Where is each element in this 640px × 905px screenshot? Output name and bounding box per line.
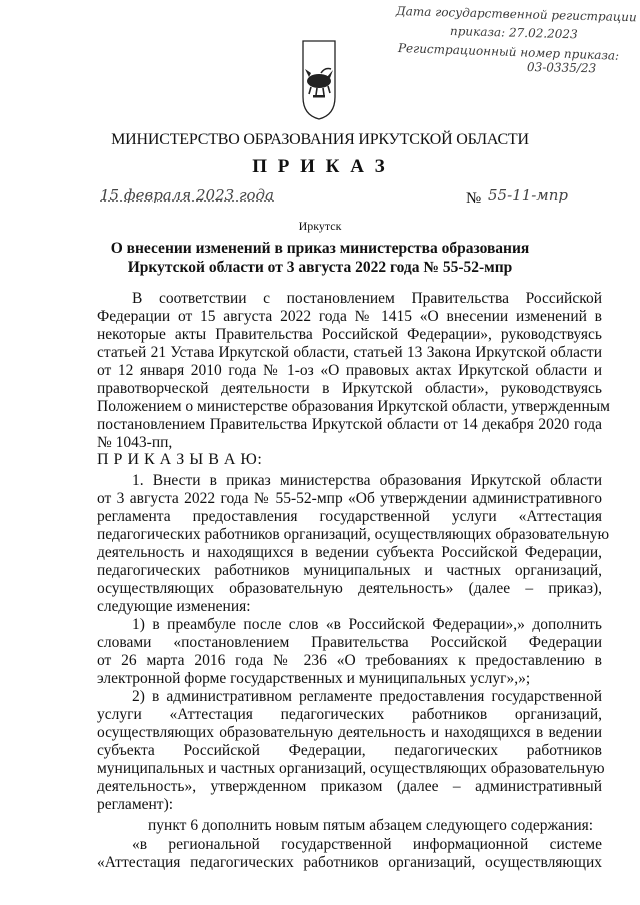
number-sign: № xyxy=(466,190,482,207)
body-line: от 3 августа 2022 года № 55-52-мпр «Об утверждении административного xyxy=(97,490,602,507)
document-type-heading: П Р И К А З xyxy=(252,156,388,177)
body-line: Федерации от 15 августа 2022 года № 1415 «О внесении изменений в xyxy=(97,308,602,325)
body-line: осуществляющих образовательную деятельность» (далее – приказ), xyxy=(97,580,602,597)
body-line: В соответствии с постановлением Правительства Российской xyxy=(132,290,602,307)
body-line: следующие изменения: xyxy=(97,598,251,615)
body-line: словами «постановлением Правительства Российской Федерации xyxy=(97,634,602,651)
body-line: статьей 21 Устава Иркутской области, статьей 13 Закона Иркутской области xyxy=(97,344,602,361)
body-line: 1) в преамбуле после слов «в Российской Федерации»,» дополнить xyxy=(132,616,602,633)
body-line: регламент): xyxy=(97,796,174,813)
handwritten-order-number: 55-11-мпр xyxy=(488,186,569,204)
handwritten-date: 15 февраля 2023 года xyxy=(100,186,275,204)
body-line: от 26 марта 2016 года № 236 «О требованиях к предоставлению в xyxy=(97,652,602,669)
body-line: деятельность и находящихся в ведении субъекта Российской Федерации, xyxy=(97,544,602,561)
body-line: субъекта Российской Федерации, педагогических работников xyxy=(97,742,602,759)
body-line: электронной форме государственных и муниципальных услуг»,»; xyxy=(97,670,531,687)
body-line: от 12 января 2010 года № 1-оз «О правовых актах Иркутской области и xyxy=(97,362,602,379)
body-line: регламента предоставления государственной услуги «Аттестация xyxy=(97,508,602,525)
registration-stamp-line-4: 03-0335/23 xyxy=(526,60,597,76)
body-line: правотворческой деятельности в Иркутской области», руководствуясь xyxy=(97,380,602,397)
order-title-line-2: Иркутской области от 3 августа 2022 года № 55-52-мпр xyxy=(127,259,513,276)
order-directive-heading: П Р И К А З Ы В А Ю: xyxy=(97,451,263,468)
registration-stamp-line-2: приказа: 27.02.2023 xyxy=(449,24,578,42)
body-line: осуществляющих образовательную деятельность и находящихся в ведении xyxy=(97,724,602,741)
body-line: «Аттестация педагогических работников организаций, осуществляющих xyxy=(97,854,602,871)
registration-stamp-line-1: Дата государственной регистрации xyxy=(395,4,637,25)
body-line: постановлением Правительства Иркутской области от 14 декабря 2020 года xyxy=(97,416,602,433)
body-line: некоторые акты Правительства Российской Федерации», руководствуясь xyxy=(97,326,602,343)
body-line: пункт 6 дополнить новым пятым абзацем следующего содержания: xyxy=(148,817,594,834)
registration-stamp-line-3: Регистрационный номер приказа: xyxy=(397,41,620,63)
body-line: педагогических работников организаций, осуществляющих образовательную xyxy=(97,526,610,543)
body-line: «в региональной государственной информационной системе xyxy=(132,836,602,853)
body-line: № 1043-пп, xyxy=(97,434,173,451)
body-line: муниципальных и частных организаций, осуществляющих образовательную xyxy=(97,760,605,777)
body-line: Положением о министерстве образования Иркутской области, утвержденным xyxy=(97,398,610,415)
body-line: услуги «Аттестация педагогических работников организаций, xyxy=(97,706,602,723)
body-line: 1. Внести в приказ министерства образования Иркутской области xyxy=(132,472,602,489)
body-line: 2) в административном регламенте предоставления государственной xyxy=(132,688,602,705)
body-line: педагогических работников муниципальных и частных организаций, xyxy=(97,562,602,579)
body-line: деятельность», утвержденном приказом (далее – административный xyxy=(97,778,602,795)
coat-of-arms-emblem xyxy=(301,37,337,121)
order-title-line-1: О внесении изменений в приказ министерства образования xyxy=(110,240,530,257)
ministry-name: МИНИСТЕРСТВО ОБРАЗОВАНИЯ ИРКУТСКОЙ ОБЛАСТИ xyxy=(111,131,529,148)
city-name: Иркутск xyxy=(298,219,342,233)
